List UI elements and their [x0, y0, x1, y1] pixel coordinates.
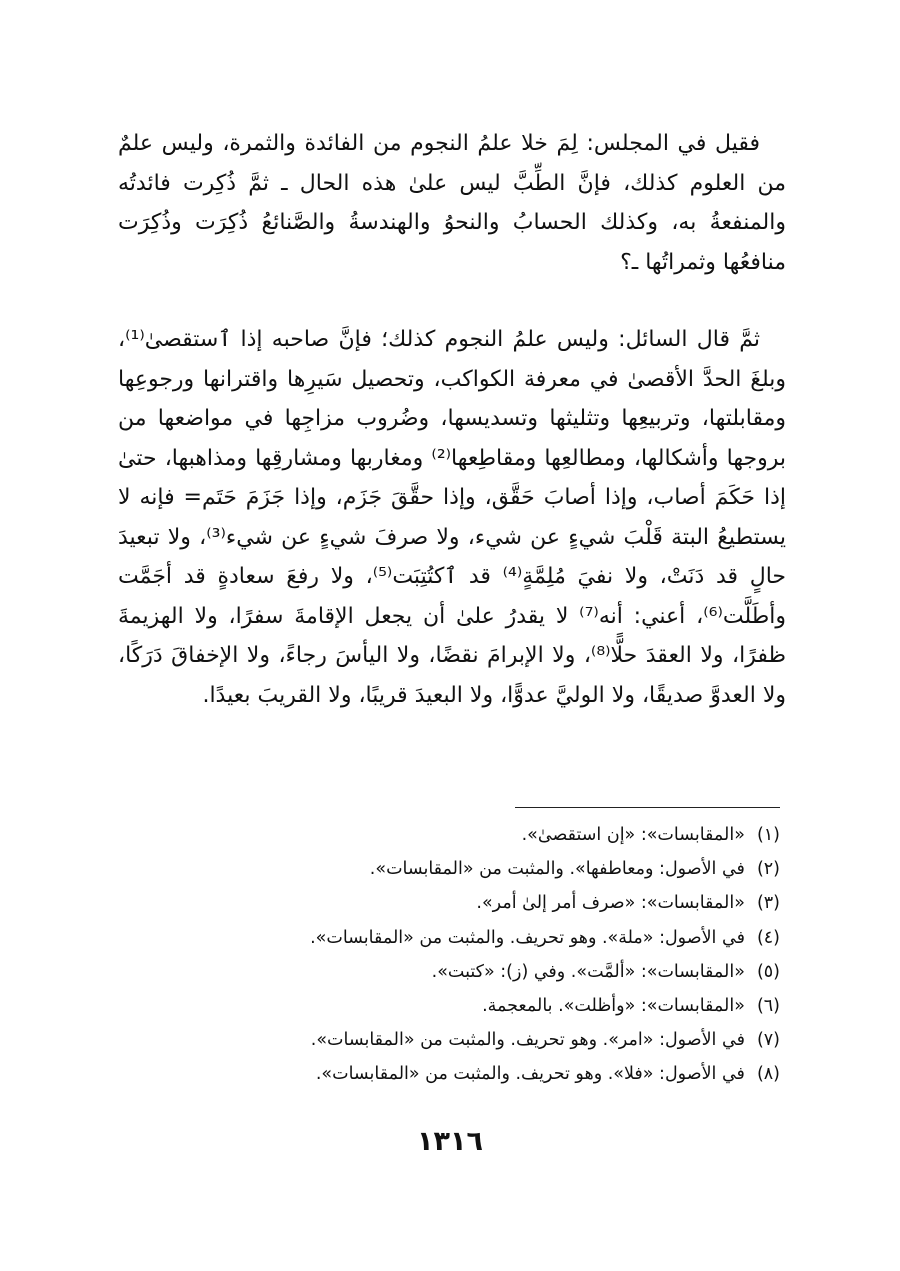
footnotes-list — [118, 818, 780, 1092]
main-paragraph-1 — [118, 124, 786, 282]
paragraph-text: فقيل في المجلس: لِمَ خلا علمُ النجوم من الفائدة والثمرة، وليس علمٌ من العلوم كذلك، فإنَّ الطِّبَّ ليس علىٰ هذه الحال ـ ثمَّ ذُكِرت فائدتُه والمنفعةُ به، وكذلك الحسابُ والنحوُ والهندسةُ والصَّنائعُ ذُكِرَت وذُكِرَت منافعُها وثمراتُها ـ؟ — [118, 131, 786, 275]
footnote-item — [118, 852, 780, 886]
footnote-number: (٢) — [756, 859, 780, 880]
footnote-separator — [515, 807, 780, 808]
footnote-item — [118, 886, 780, 920]
footnote-text: «المقابسات»: «صرف أمر إلىٰ أمر». — [476, 893, 745, 914]
footnote-item — [118, 921, 780, 955]
footnote-text: في الأصول: «ملة». وهو تحريف. والمثبت من «المقابسات». — [310, 927, 745, 948]
footnote-text: في الأصول: «امر». وهو تحريف. والمثبت من «المقابسات». — [310, 1030, 745, 1051]
footnote-item — [118, 1023, 780, 1057]
footnote-number: (٣) — [756, 893, 780, 914]
footnote-number: (٧) — [756, 1030, 780, 1051]
footnote-text: في الأصول: ومعاطفها». والمثبت من «المقابسات». — [369, 859, 745, 880]
footnote-item — [118, 818, 780, 852]
footnote-number: (٨) — [756, 1064, 780, 1085]
footnote-text: في الأصول: «فلا». وهو تحريف. والمثبت من «المقابسات». — [315, 1064, 745, 1085]
footnote-text: «المقابسات»: «وأظلت». بالمعجمة. — [482, 995, 745, 1016]
main-paragraph-2 — [118, 320, 786, 715]
footnote-item — [118, 989, 780, 1023]
footnote-number: (٥) — [756, 961, 780, 982]
page-number: ١٣١٦ — [417, 1126, 483, 1157]
footnote-number: (٦) — [756, 995, 780, 1016]
footnote-item — [118, 955, 780, 989]
footnote-text: «المقابسات»: «إن استقصىٰ». — [521, 825, 745, 845]
footnote-number: (٤) — [756, 927, 780, 948]
footnote-item — [118, 1057, 780, 1091]
footnote-text: «المقابسات»: «ألمَّت». وفي (ز): «كتبت». — [431, 961, 745, 982]
paragraph-text: ثمَّ قال السائل: وليس علمُ النجوم كذلك؛ فإنَّ صاحبه إذا ٱستقصىٰ⁽¹⁾، وبلغَ الحدَّ الأقصىٰ في معرفة الكواكب، وتحصيل سَيرِها واقترانها ورجوعِها ومقابلتها، وتربيعِها وتثليثها وتسديسها، وضُروب مزاجِها في مواضعها من بروجها وأشكالها، ومطالعِها ومقاطِعها⁽²⁾ ومغاربها ومشارقِها ومذاهبها، حتىٰ إذا حَكَمَ أصاب، وإذا أصابَ حَقَّق، وإذا حقَّقَ جَزَم، وإذا جَزَمَ حَتَم= فإنه لا يستطيعُ البتة قَلْبَ شيءٍ عن شيء، ولا صرفَ شيءٍ عن شيء⁽³⁾، ولا تبعيدَ حالٍ قد دَنَتْ، ولا نفيَ مُلِمَّةٍ⁽⁴⁾ قد ٱكتُتِبَت⁽⁵⁾، ولا رفعَ سعادةٍ قد أجَمَّت وأطَلَّت⁽⁶⁾، أعني: أنه⁽⁷⁾ لا يقدرُ علىٰ أن يجعل الإقامةَ سفرًا، ولا الهزيمةَ ظفرًا، ولا العقدَ حلًّا⁽⁸⁾، ولا الإبرامَ نقضًا، ولا اليأسَ رجاءً، ولا الإخفاقَ دَرَكًا، ولا العدوَّ صديقًا، ولا الوليَّ عدوًّا، ولا البعيدَ قريبًا، ولا القريبَ بعيدًا. — [118, 327, 786, 708]
footnote-number: (١) — [756, 825, 780, 845]
